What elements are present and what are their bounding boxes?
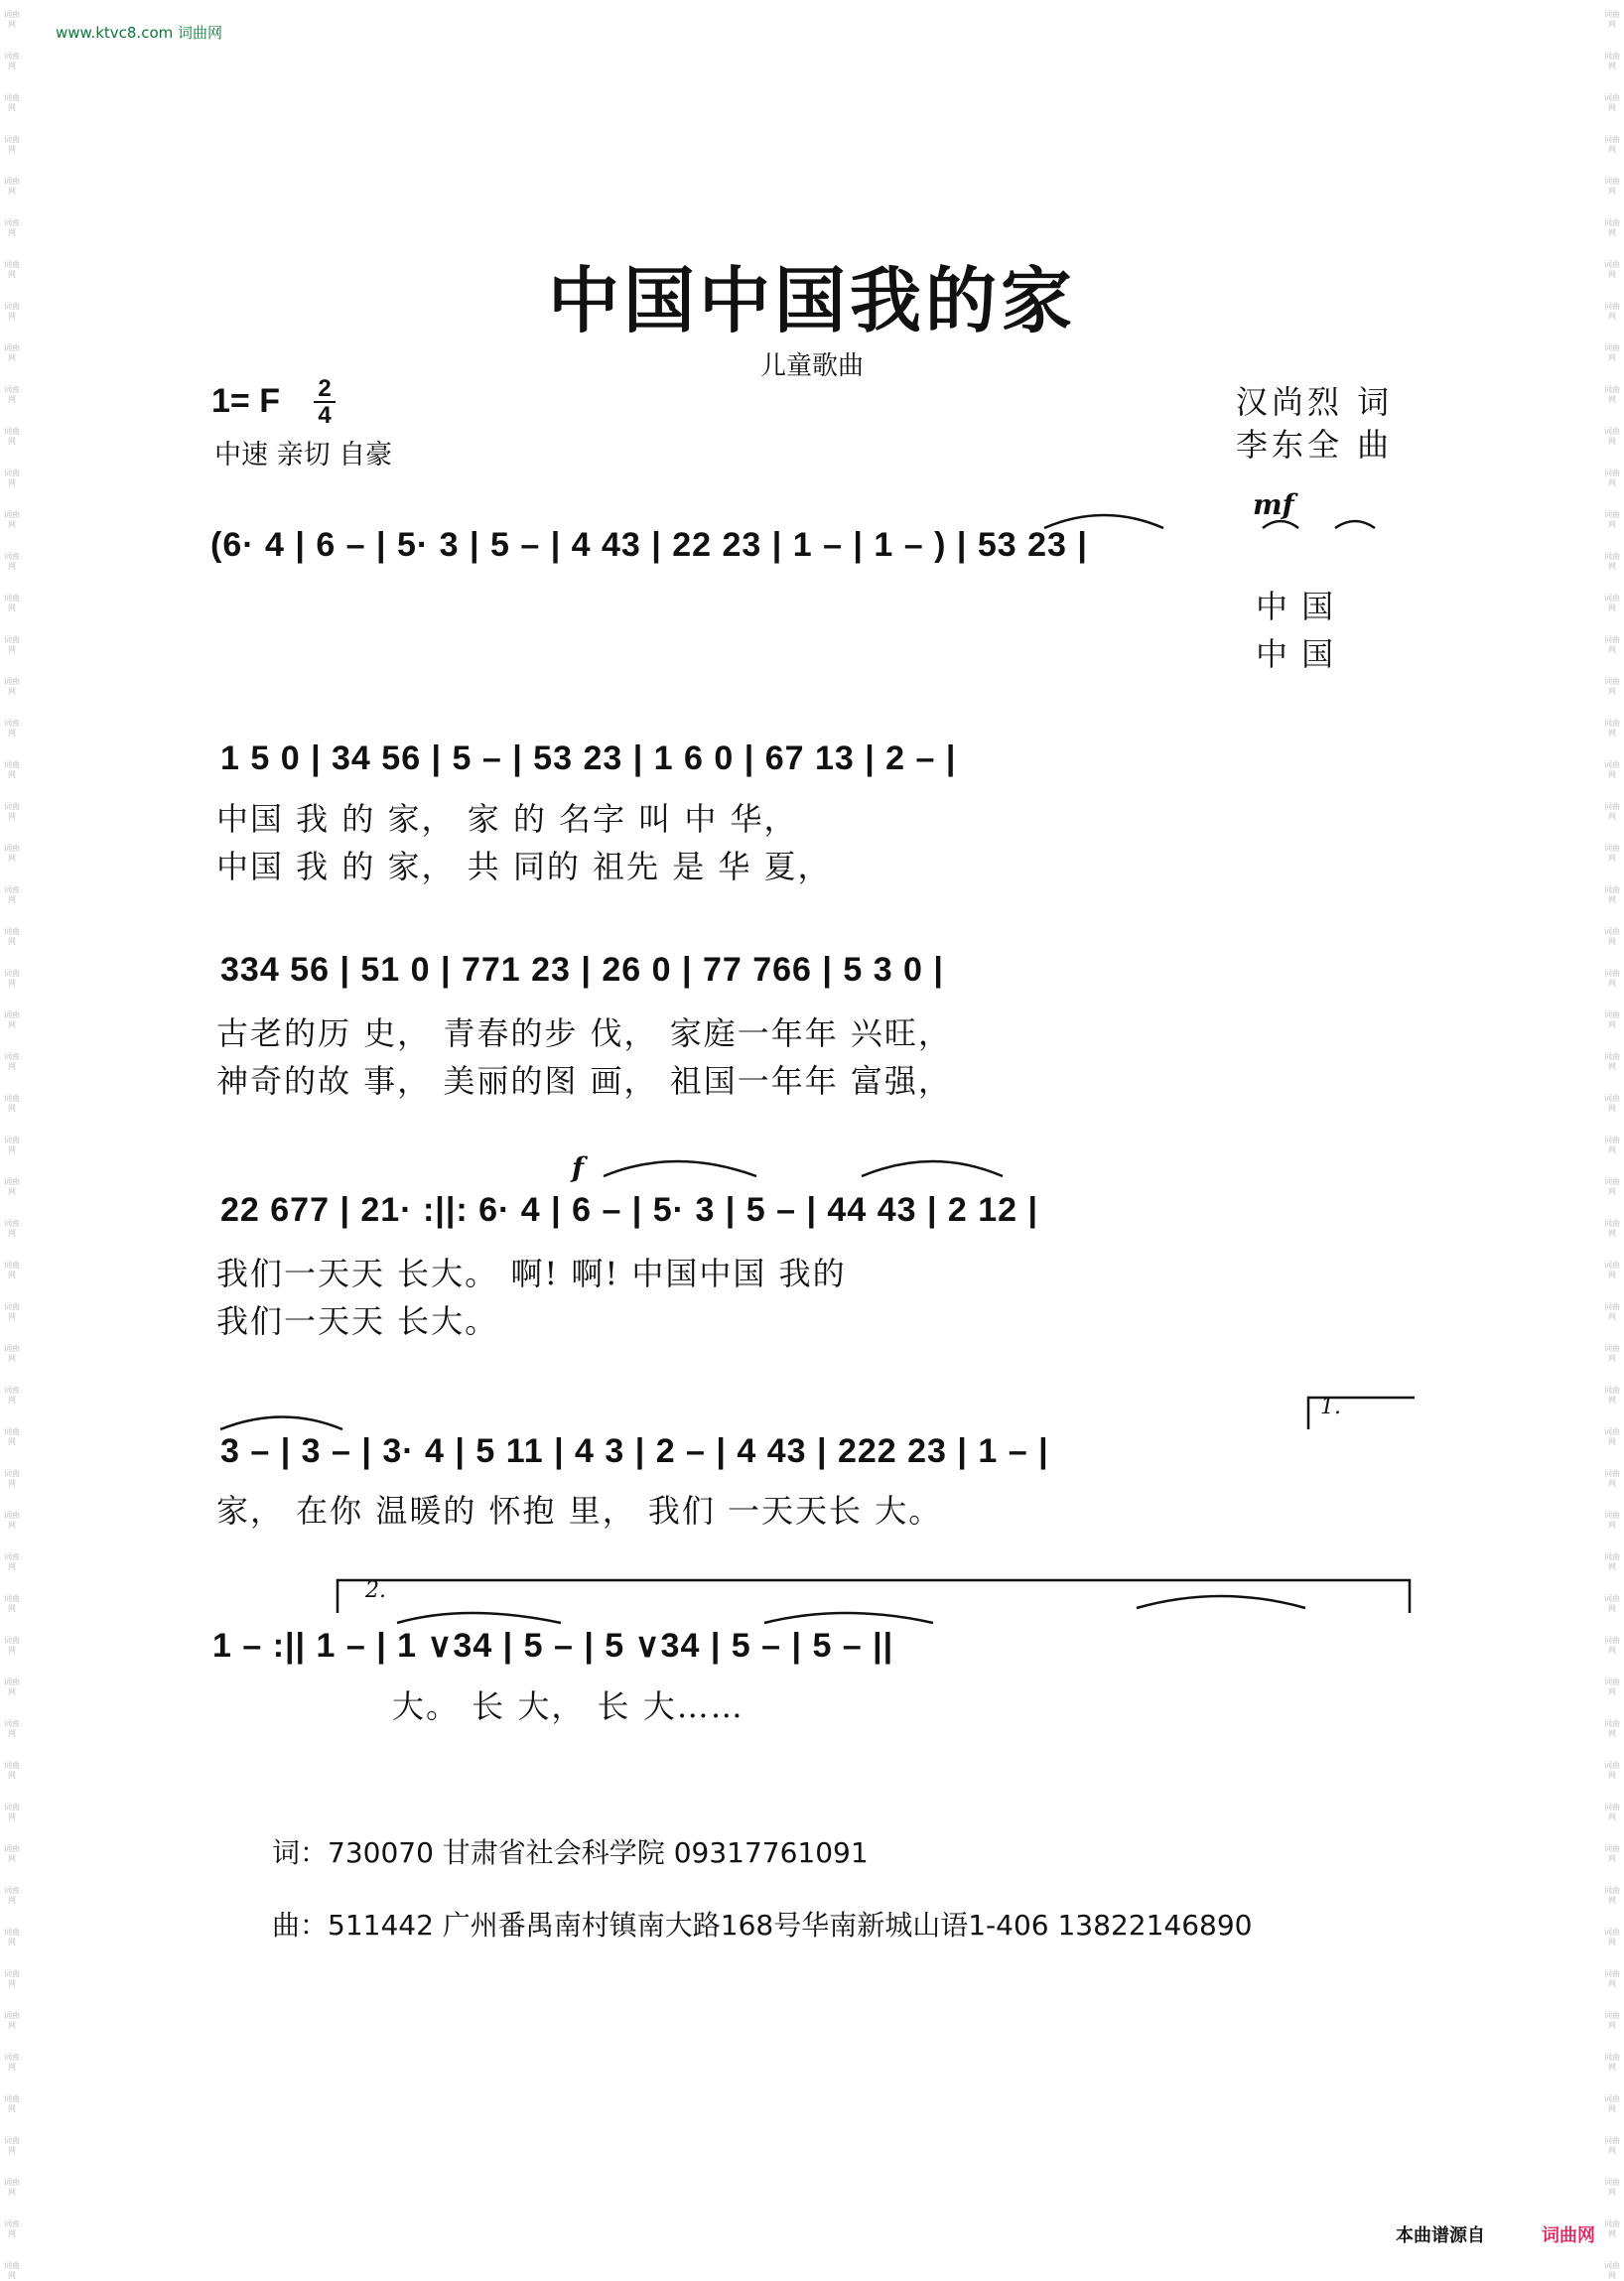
watermark-mark: 词曲网 (1604, 10, 1620, 29)
site-url[interactable]: www.ktvc8.com 词曲网 (56, 24, 223, 42)
watermark-mark: 词曲网 (1604, 135, 1620, 154)
watermark-mark: 词曲网 (1604, 760, 1620, 779)
notation-line-2: 1 5 0 | 34 56 | 5 – | 53 23 | 1 6 0 | 67 13 | 2 – | (220, 739, 957, 777)
watermark-mark: 词曲网 (4, 1344, 20, 1363)
watermark-mark: 词曲网 (4, 1052, 20, 1071)
watermark-mark: 词曲网 (1604, 2011, 1620, 2030)
watermark-mark: 词曲网 (4, 1511, 20, 1530)
watermark-mark: 词曲网 (4, 218, 20, 237)
lyrics-line-4-verse-1: 我们一天天 长大。 啊! 啊! 中国中国 我的 (216, 1255, 847, 1292)
tempo-marking: 中速 亲切 自豪 (214, 440, 393, 470)
watermark-mark: 词曲网 (1604, 1636, 1620, 1655)
watermark-mark: 词曲网 (4, 1094, 20, 1113)
composer-credit: 李东全 曲 (1236, 426, 1394, 464)
notation-line-1: (6· 4 | 6 – | 5· 3 | 5 – | 4 43 | 22 23 | 1 – | 1 – ) | 53 23 | (210, 526, 1088, 564)
watermark-mark: 词曲网 (4, 1803, 20, 1821)
dynamic-f: f (572, 1151, 585, 1184)
key-signature: 1= F (211, 382, 280, 420)
watermark-mark: 词曲网 (1604, 177, 1620, 196)
watermark-mark: 词曲网 (4, 1719, 20, 1738)
watermark-mark: 词曲网 (1604, 885, 1620, 904)
watermark-mark: 词曲网 (1604, 1969, 1620, 1988)
watermark-mark: 词曲网 (1604, 1344, 1620, 1363)
notation-line-6: 1 – :|| 1 – | 1 ∨34 | 5 – | 5 ∨34 | 5 – | 5 – || (212, 1627, 894, 1665)
tie-arc (1137, 1596, 1305, 1608)
watermark-mark: 词曲网 (1604, 1302, 1620, 1321)
watermark-mark: 词曲网 (4, 969, 20, 988)
watermark-mark: 词曲网 (1604, 844, 1620, 863)
watermark-mark: 词曲网 (4, 677, 20, 696)
notation-line-4: 22 677 | 21· :||: 6· 4 | 6 – | 5· 3 | 5 – | 44 43 | 2 12 | (220, 1191, 1039, 1229)
watermark-mark: 词曲网 (4, 552, 20, 571)
lyrics-line-3-verse-1: 古老的历 史， 青春的步 伐， 家庭一年年 兴旺， (216, 1014, 952, 1052)
watermark-mark: 词曲网 (4, 427, 20, 446)
watermark-mark: 词曲网 (1604, 1886, 1620, 1905)
watermark-mark: 词曲网 (4, 1552, 20, 1571)
volta-1-label: 1. (1320, 1395, 1341, 1419)
watermark-mark: 词曲网 (1604, 927, 1620, 946)
watermark-mark: 词曲网 (1604, 552, 1620, 571)
watermark-mark: 词曲网 (1604, 93, 1620, 112)
tie-arc (1044, 515, 1163, 528)
watermark-mark: 词曲网 (4, 802, 20, 821)
watermark-mark: 词曲网 (1604, 1469, 1620, 1488)
watermark-mark: 词曲网 (1604, 343, 1620, 362)
tie-arc (764, 1613, 933, 1623)
watermark-mark: 词曲网 (4, 93, 20, 112)
watermark-mark: 词曲网 (4, 177, 20, 196)
watermark-mark: 词曲网 (4, 927, 20, 946)
watermark-mark: 词曲网 (1604, 218, 1620, 237)
watermark-mark: 词曲网 (1604, 1677, 1620, 1696)
watermark-mark: 词曲网 (4, 385, 20, 404)
watermark-mark: 词曲网 (4, 1136, 20, 1154)
watermark-mark: 词曲网 (1604, 1219, 1620, 1238)
lyrics-line-1-verse-2: 中 国 (1256, 635, 1336, 673)
watermark-mark: 词曲网 (4, 1386, 20, 1405)
watermark-mark: 词曲网 (1604, 1552, 1620, 1571)
watermark-mark: 词曲网 (4, 2053, 20, 2072)
watermark-mark: 词曲网 (1604, 1010, 1620, 1029)
watermark-mark: 词曲网 (4, 1928, 20, 1946)
tie-arc (1263, 521, 1298, 528)
watermark-mark: 词曲网 (1604, 1386, 1620, 1405)
watermark-mark: 词曲网 (1604, 2219, 1620, 2238)
watermark-mark: 词曲网 (4, 260, 20, 279)
watermark-mark: 词曲网 (1604, 677, 1620, 696)
watermark-mark: 词曲网 (4, 52, 20, 70)
watermark-mark: 词曲网 (1604, 1594, 1620, 1613)
lyrics-line-3-verse-2: 神奇的故 事， 美丽的图 画， 祖国一年年 富强， (216, 1062, 952, 1100)
watermark-mark: 词曲网 (4, 1219, 20, 1238)
brand-logo[interactable]: 词曲网 (1542, 2225, 1595, 2246)
watermark-mark: 词曲网 (1604, 969, 1620, 988)
watermark-mark: 词曲网 (4, 302, 20, 321)
watermark-mark: 词曲网 (4, 1677, 20, 1696)
lyricist-credit: 汉尚烈 词 (1236, 383, 1394, 421)
lyrics-line-2-verse-2: 中国 我 的 家， 共 同的 祖先 是 华 夏， (216, 848, 832, 885)
watermark-mark: 词曲网 (4, 1469, 20, 1488)
watermark-mark: 词曲网 (1604, 1511, 1620, 1530)
watermark-mark: 词曲网 (1604, 1844, 1620, 1863)
watermark-mark: 词曲网 (4, 1636, 20, 1655)
watermark-mark: 词曲网 (1604, 1052, 1620, 1071)
watermark-mark: 词曲网 (4, 1594, 20, 1613)
tie-arc (1335, 521, 1375, 528)
watermark-mark: 词曲网 (4, 594, 20, 612)
source-note: 本曲谱源自 (1396, 2225, 1485, 2246)
watermark-mark: 词曲网 (1604, 302, 1620, 321)
watermark-mark: 词曲网 (4, 1302, 20, 1321)
lyrics-line-5: 家， 在你 温暖的 怀抱 里， 我们 一天天长 大。 (216, 1492, 943, 1530)
watermark-mark: 词曲网 (1604, 260, 1620, 279)
watermark-mark: 词曲网 (4, 2261, 20, 2280)
watermark-mark: 词曲网 (4, 1761, 20, 1780)
watermark-mark: 词曲网 (4, 2011, 20, 2030)
watermark-mark: 词曲网 (1604, 2136, 1620, 2155)
lyrics-line-2-verse-1: 中国 我 的 家， 家 的 名字 叫 中 华， (216, 800, 798, 838)
song-title: 中国中国我的家 (547, 258, 1076, 342)
lyrics-line-4-verse-2: 我们一天天 长大。 (216, 1302, 499, 1340)
watermark-mark: 词曲网 (4, 510, 20, 529)
watermark-mark: 词曲网 (1604, 1803, 1620, 1821)
watermark-mark: 词曲网 (4, 469, 20, 487)
watermark-mark: 词曲网 (1604, 1261, 1620, 1279)
notation-line-3: 334 56 | 51 0 | 771 23 | 26 0 | 77 766 | 5 3 0 | (220, 951, 944, 989)
watermark-mark: 词曲网 (4, 1886, 20, 1905)
watermark-mark: 词曲网 (1604, 719, 1620, 738)
watermark-mark: 词曲网 (1604, 427, 1620, 446)
watermark-mark: 词曲网 (1604, 1761, 1620, 1780)
watermark-mark: 词曲网 (4, 844, 20, 863)
notation-line-5: 3 – | 3 – | 3· 4 | 5 11 | 4 3 | 2 – | 4 43 | 222 23 | 1 – | (220, 1432, 1049, 1470)
volta-1-bracket (1308, 1398, 1415, 1429)
composer-contact: 曲：511442 广州番禺南村镇南大路168号华南新城山语1-406 13822146890 (272, 1909, 1253, 1942)
watermark-mark: 词曲网 (4, 2094, 20, 2113)
watermark-mark: 词曲网 (1604, 1928, 1620, 1946)
watermark-mark: 词曲网 (1604, 802, 1620, 821)
watermark-mark: 词曲网 (4, 1844, 20, 1863)
watermark-mark: 词曲网 (1604, 2178, 1620, 2197)
watermark-mark: 词曲网 (1604, 2094, 1620, 2113)
lyrics-line-1-verse-1: 中 国 (1256, 588, 1336, 625)
time-signature-top: 2 (318, 375, 332, 402)
watermark-mark: 词曲网 (1604, 1719, 1620, 1738)
lyrics-line-6: 大。 长 大， 长 大…… (392, 1687, 744, 1725)
watermark-mark: 词曲网 (4, 1261, 20, 1279)
watermark-mark: 词曲网 (1604, 2053, 1620, 2072)
watermark-mark: 词曲网 (1604, 1136, 1620, 1154)
watermark-mark: 词曲网 (4, 135, 20, 154)
watermark-mark: 词曲网 (1604, 1094, 1620, 1113)
watermark-mark: 词曲网 (1604, 1427, 1620, 1446)
watermark-mark: 词曲网 (1604, 52, 1620, 70)
dynamic-mf: mf (1253, 488, 1294, 521)
tie-arc (397, 1613, 561, 1623)
watermark-mark: 词曲网 (4, 1177, 20, 1196)
watermark-mark: 词曲网 (4, 760, 20, 779)
watermark-mark: 词曲网 (4, 343, 20, 362)
watermark-mark: 词曲网 (4, 2219, 20, 2238)
tie-arc (220, 1417, 342, 1430)
watermark-mark: 词曲网 (4, 2178, 20, 2197)
lyricist-contact: 词：730070 甘肃省社会科学院 09317761091 (272, 1836, 869, 1869)
watermark-mark: 词曲网 (4, 635, 20, 654)
watermark-mark: 词曲网 (1604, 1177, 1620, 1196)
watermark-mark: 词曲网 (4, 2136, 20, 2155)
time-signature-bottom: 4 (318, 402, 332, 429)
song-subtitle: 儿童歌曲 (759, 351, 864, 381)
tie-arc (862, 1161, 1003, 1176)
tie-arc (604, 1161, 756, 1176)
volta-2-label: 2. (365, 1578, 386, 1603)
watermark-mark: 词曲网 (4, 719, 20, 738)
watermark-mark: 词曲网 (1604, 510, 1620, 529)
watermark-mark: 词曲网 (1604, 2261, 1620, 2280)
watermark-mark: 词曲网 (1604, 385, 1620, 404)
watermark-mark: 词曲网 (4, 1010, 20, 1029)
watermark-mark: 词曲网 (4, 885, 20, 904)
watermark-mark: 词曲网 (1604, 469, 1620, 487)
watermark-mark: 词曲网 (4, 10, 20, 29)
watermark-mark: 词曲网 (4, 1969, 20, 1988)
watermark-mark: 词曲网 (1604, 635, 1620, 654)
watermark-mark: 词曲网 (1604, 594, 1620, 612)
watermark-mark: 词曲网 (4, 1427, 20, 1446)
